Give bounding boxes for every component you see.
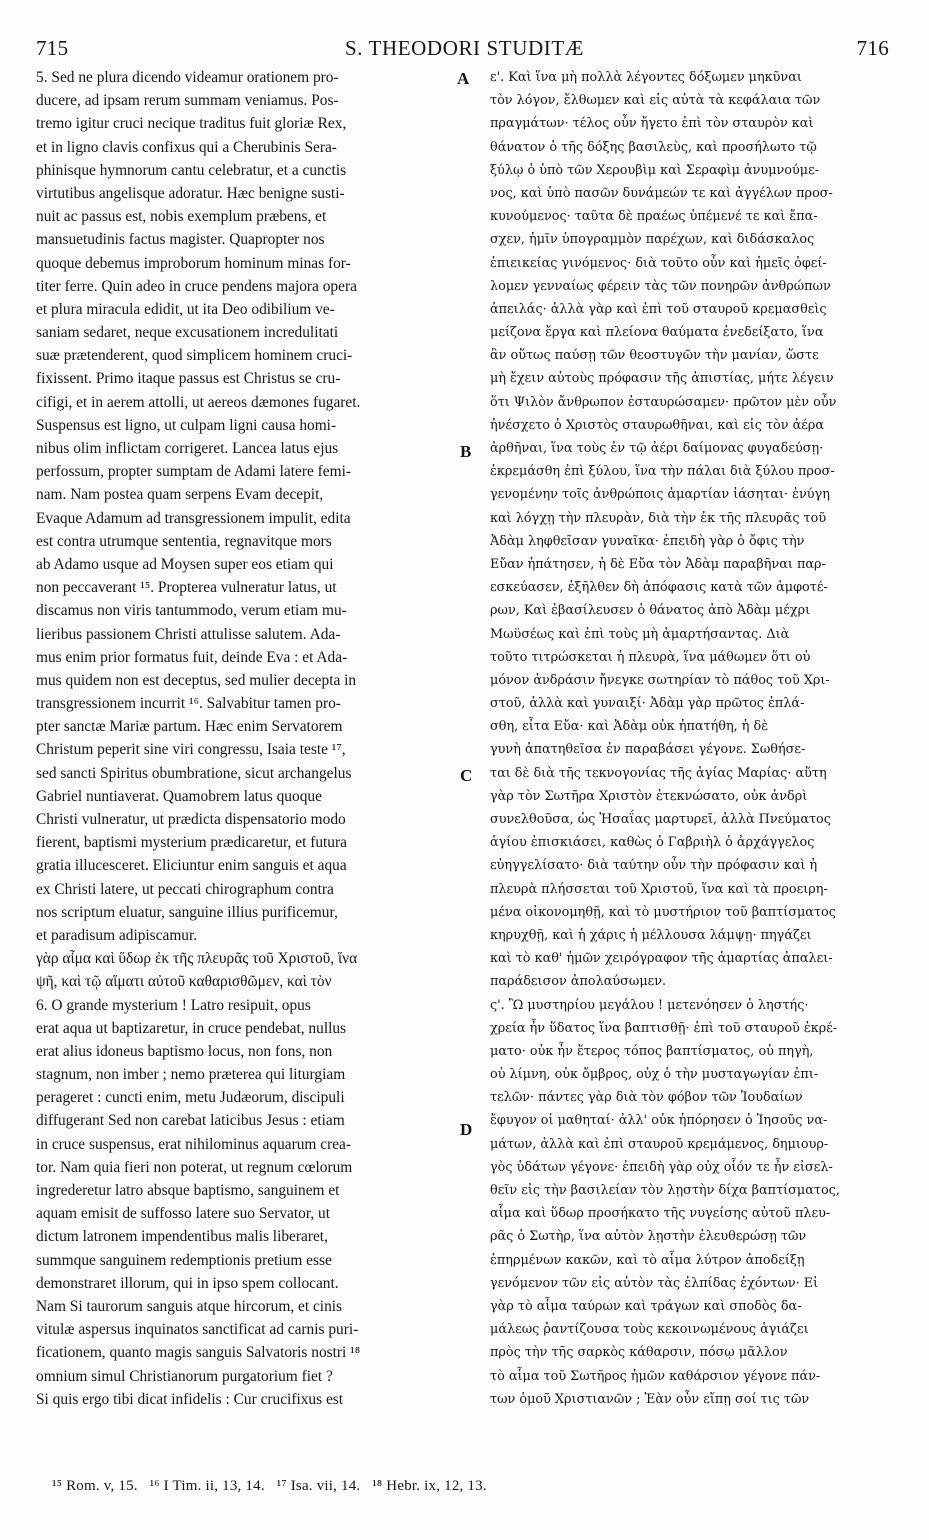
greek-text-line: ρων, Καὶ ἐβασίλευσεν ὁ θάνατος ἀπὸ Ἀδὰμ μέχρι — [490, 603, 811, 619]
latin-text-line: Christi vulneratur, ut prædicta dispensatorio modo — [36, 811, 346, 828]
greek-text-line: ται δὲ διὰ τῆς τεκνογονίας τῆς ἁγίας Μαρίας· αὕτη — [490, 765, 827, 781]
latin-text-line: in cruce suspensus, erat nihilominus aquarum crea- — [36, 1135, 351, 1153]
section-marker-d: D — [460, 1120, 473, 1139]
latin-text-line: virtutibus angelisque adoratur. Hæc benigne susti- — [36, 184, 345, 202]
greek-text-line: τοῦτο τιτρώσκεται ἡ πλευρὰ, ἵνα μάθωμεν ὅτι οὐ — [490, 649, 811, 665]
latin-text-line: 5. Sed ne plura dicendo videamur orationem pro- — [36, 69, 339, 86]
running-title: S. THEODORI STUDITÆ — [344, 36, 585, 60]
section-marker-a: A — [457, 69, 470, 88]
greek-text-line: ὅτι Ψιλὸν ἄνθρωπον ἐσταυρώσαμεν· πρῶτον μὲν οὖν — [490, 394, 837, 410]
section-marker-b: B — [460, 442, 472, 461]
greek-text-line: ς'. Ὢ μυστηρίου μεγάλου ! μετενόησεν ὁ ληστής· — [490, 997, 809, 1013]
greek-text-line: πραγμάτων· τέλος οὖν ἤγετο ἐπὶ τὸν σταυρὸν καὶ — [490, 116, 814, 132]
greek-text-line: στοῦ, ἀλλὰ καὶ γυναιξί· Ἀδὰμ γὰρ πρῶτος ἐπλά- — [490, 696, 805, 712]
latin-text-line: Nam Si taurorum sanguis atque hircorum, et cinis — [36, 1297, 343, 1315]
greek-text-line: εσκεύασεν, ἐξῆλθεν δὴ ἀπόφασις κατὰ τῶν ἀμφοτέ- — [490, 580, 828, 596]
latin-text-line: ψῆ, καὶ τῷ αἵματι αὐτοῦ καθαρισθῶμεν, καὶ τὸν — [36, 973, 332, 991]
latin-text-line: diffugerant Sed non carebat laticibus Jesus : etiam — [36, 1112, 345, 1130]
latin-text-line: vitulæ aspersus inquinatos sanctificat ad carnis puri- — [36, 1321, 359, 1339]
greek-text-line: ἐκρεμάσθη ἐπὶ ξύλου, ἵνα τὴν πάλαι διὰ ξύλου προσ- — [490, 464, 835, 480]
latin-text-line: γὰρ αἷμα καὶ ὕδωρ ἐκ τῆς πλευρᾶς τοῦ Χριστοῦ, ἵνα — [36, 950, 358, 968]
greek-column — [490, 66, 910, 1411]
latin-text-line: ex Christi latere, ut peccati chirographum contra — [36, 880, 334, 898]
latin-text-line: sed sancti Spiritus obumbratione, sicut archangelus — [36, 764, 352, 782]
greek-text-line: σχεν, ἡμῖν ὑπογραμμὸν παρέχων, καὶ διδάσκαλος — [490, 232, 815, 248]
latin-text-line: tor. Nam quia fieri non poterat, ut regnum cœlorum — [36, 1158, 353, 1176]
greek-text-line: ματο· οὐκ ἦν ἕτερος τόπος βαπτίσματος, οὐ πηγὴ, — [490, 1043, 814, 1059]
latin-text-line: Christum peperit sine viri congressu, Isaia teste ¹⁷, — [36, 741, 346, 759]
greek-text-line: χρεία ἦν ὕδατος ἵνα βαπτισθῇ· ἐπὶ τοῦ σταυροῦ ἐκρέ- — [490, 1020, 838, 1036]
greek-text-line: κηρυχθῇ, καὶ ἡ χάρις ἡ μέλλουσα λάμψῃ· πηγάζει — [490, 927, 812, 943]
greek-text-line: θεῖν εἰς τὴν βασιλείαν τὸν λῃστὴν δίχα βαπτίσματος, — [490, 1183, 840, 1198]
greek-text-line: εὐηγγελίσατο· διὰ ταύτην οὖν τὴν πρόφασιν καὶ ἡ — [490, 858, 818, 874]
greek-text-line: αἷμα καὶ ὕδωρ προσήκατο τῆς νυγείσης αὐτοῦ πλευ- — [490, 1206, 831, 1222]
latin-text-line: quoque debemus improborum hominum minas for- — [36, 254, 351, 272]
greek-text-line: ε'. Καὶ ἵνα μὴ πολλὰ λέγοντες δόξωμεν μηκῦναι — [490, 70, 802, 85]
greek-text-line: Μωϋσέως καὶ ἐπὶ τοὺς μὴ ἁμαρτήσαντας. Διὰ — [490, 626, 790, 642]
latin-text-line: saniam sedaret, neque excusationem incredulitati — [36, 324, 339, 342]
latin-text-line: et in ligno clavis confixus qui a Cherubinis Sera- — [36, 138, 337, 156]
greek-text-line: καὶ λόγχῃ τὴν πλευρὰν, διὰ τὴν ἐκ τῆς πλευρᾶς τοῦ — [490, 510, 827, 526]
greek-text-line: πλευρὰ πλήσσεται τοῦ Χριστοῦ, ἵνα καὶ τὰ προειρη- — [490, 881, 828, 897]
greek-text-line: τὸ αἷμα τοῦ Σωτῆρος ἡμῶν καθάρσιον γέγονε πάν- — [490, 1368, 821, 1384]
greek-text-line: κυνούμενος· ταῦτα δὲ πραέως ὑπέμενέ τε καὶ ἔπα- — [490, 209, 818, 225]
right-column-number: 716 — [856, 36, 889, 60]
latin-text-line: mus quidem non est deceptus, sed mulier decepta in — [36, 671, 357, 689]
greek-text-line: ἂν οὕτως παύσῃ τῶν θεοστυγῶν τὴν μανίαν, ὥστε — [490, 348, 819, 364]
latin-text-line: Evaque Adamum ad transgressionem impulit, edita — [36, 509, 351, 527]
latin-text-line: erat aqua ut baptizaretur, in cruce pendebat, nullus — [36, 1019, 347, 1037]
greek-text-line: των ὁμοῦ Χριστιανῶν ; Ἐὰν οὖν εἴπῃ σοί τις τῶν — [490, 1391, 810, 1407]
greek-text-line: μάλεως ῥαντίζουσα τοὺς κεκοινωμένους ἁγιάζει — [490, 1322, 809, 1338]
latin-text-line: fierent, baptismi mysterium prædicaretur, et futura — [36, 834, 347, 852]
greek-text-line: γὰρ τὸν Σωτῆρα Χριστὸν ἐτεκνώσατο, οὐκ ἀνδρὶ — [490, 788, 808, 804]
latin-text-line: et plura miracula edidit, ut ita Deo odibilium ve- — [36, 300, 335, 318]
greek-text-line: γενομένην τοῖς ἀνθρώποις ἁμαρτίαν ἰάσηται· ἐνύγη — [490, 487, 830, 503]
latin-text-line: ingrederetur latro absque baptismo, sanguinem et — [36, 1182, 340, 1199]
greek-text-line: νος, καὶ ὑπὸ πασῶν δυνάμεών τε καὶ ἀγγέλων προσ- — [490, 185, 833, 201]
latin-text-line: fixissent. Primo itaque passus est Christus se cru- — [36, 370, 341, 388]
greek-text-line: γυνὴ ἀπατηθεῖσα ἐν παραβάσει γέγονε. Σωθήσε- — [490, 742, 806, 758]
latin-text-line: dictum latronem impendentibus malis liberaret, — [36, 1228, 328, 1246]
section-marker-c: C — [460, 766, 473, 785]
latin-text-line: ab Adamo usque ad Moysen super eos etiam qui — [36, 555, 334, 573]
latin-text-line: perageret : cuncti enim, metu Judæorum, discipuli — [36, 1089, 345, 1107]
latin-text-line: aquam emisit de suffosso latere suo Servator, ut — [36, 1205, 331, 1223]
latin-text-line: transgressionem incurrit ¹⁶. Salvabitur tamen pro- — [36, 695, 341, 713]
latin-text-line: cifigi, et in aerem attolli, ut aereos dæmones fugaret. — [36, 393, 361, 411]
latin-text-line: summque sanguinem redemptionis pretium esse — [36, 1251, 332, 1269]
latin-text-line: discamus non viris tantummodo, verum etiam mu- — [36, 602, 347, 620]
latin-text-line: Suspensus est ligno, ut culpam ligni causa homi- — [36, 416, 337, 434]
latin-text-line: nibus olim inflictam corrigeret. Lancea latus ejus — [36, 440, 339, 457]
greek-text-line: μάτων, ἀλλὰ καὶ ἐπὶ σταυροῦ κρεμάμενος, δημιουρ- — [490, 1136, 829, 1152]
greek-text-line: μὴ ἔχειν αὐτοὺς πρόφασιν τῆς ἀπιστίας, μήτε λέγειν — [490, 371, 834, 387]
greek-text-line: γενόμενον τῶν εἰς αὐτὸν τὰς ἐλπίδας ἐχόντων· Εἰ — [490, 1275, 819, 1291]
latin-text-line: Si quis ergo tibi dicat infidelis : Cur crucifixus est — [36, 1390, 344, 1408]
latin-text-line: stagnum, non imber ; nemo præterea qui liturgiam — [36, 1066, 346, 1084]
greek-text-line: ἁγίου ἐπισκιάσει, καθὼς ὁ Γαβριὴλ ὁ ἀρχάγγελος — [490, 835, 815, 851]
latin-text-line: 6. O grande mysterium ! Latro resipuit, opus — [36, 996, 311, 1014]
latin-text-line: titer ferre. Quin adeo in cruce pendens majora opera — [36, 277, 357, 295]
greek-text-line: ρᾶς ὁ Σωτὴρ, ἵνα αὐτὸν λῃστὴν ἐλευθερώσῃ τῶν — [490, 1229, 807, 1245]
latin-text-line: et paradisum adipiscamur. — [36, 926, 198, 944]
greek-text-line: καὶ τὸ καθ' ἡμῶν χειρόγραφον τῆς ἁμαρτίας ἀπαλει- — [490, 951, 833, 967]
latin-column — [36, 66, 461, 1411]
greek-text-line: μόνον ἀνδράσιν ἤνεγκε σωτηρίαν τὸ πάθος τοῦ Χρι- — [490, 672, 830, 688]
latin-text-line: ducere, ad ipsam rerum summam veniamus. Pos- — [36, 92, 339, 110]
greek-text-line: θάνατον ὁ τῆς δόξης βασιλεὺς, καὶ προσήλωτο τῷ — [490, 139, 817, 155]
greek-text-line: λομεν γενναίως φέρειν τὰς τῶν πονηρῶν ἀνθρώπων — [490, 278, 831, 294]
greek-text-line: τελῶν· πάντες γὰρ διὰ τὸν φόβον τῶν Ἰουδαίων — [490, 1090, 803, 1106]
latin-text-line: mansuetudinis factus magister. Quapropter nos — [36, 231, 325, 249]
footnotes: ¹⁵ Rom. v, 15. ¹⁶ I Tim. ii, 13, 14. ¹⁷ Isa. vii, 14. ¹⁸ Hebr. ix, 12, 13. — [52, 1478, 487, 1494]
greek-text-line: ἐπιεικείας γινόμενος· διὰ τοῦτο οὖν καὶ ἡμεῖς ὀφεί- — [490, 255, 827, 271]
latin-text-line: perfossum, propter sumptam de Adami latere femi- — [36, 463, 351, 481]
greek-text-line: ἀρθῆναι, ἵνα τοὺς ἐν τῷ ἀέρι δαίμονας φυγαδεύσῃ· — [490, 441, 824, 456]
latin-text-line: gratia illucesceret. Eliciuntur enim sanguis et aqua — [36, 857, 347, 875]
latin-text-line: omnium simul Christianorum purgatorium fiet ? — [36, 1367, 333, 1385]
greek-text-line: ἠνέσχετο ὁ Χριστὸς σταυρωθῆναι, καὶ εἰς τὸν ἀέρα — [490, 417, 825, 433]
latin-text-line: nos scriptum eluatur, sanguine illius purificemur, — [36, 903, 338, 921]
greek-text-line: ξύλῳ ὁ ὑπὸ τῶν Χερουβὶμ καὶ Σεραφὶμ ἀνυμνούμε- — [490, 162, 820, 178]
latin-text-line: lieribus passionem Christi attulisse salutem. Ada- — [36, 625, 341, 643]
latin-text-line: nuit ac passus est, nobis exemplum præbens, et — [36, 208, 327, 226]
latin-text-line: pter sanctæ Mariæ partum. Hæc enim Servatorem — [36, 718, 343, 736]
greek-text-line: σθη, εἶτα Εὔα· καὶ Ἀδὰμ οὐκ ἠπατήθη, ἡ δὲ — [490, 719, 769, 735]
latin-text-line: non peccaverant ¹⁵. Propterea vulneratur latus, ut — [36, 579, 337, 597]
greek-text-line: μένα οἰκονομηθῇ, καὶ τὸ μυστήριον τοῦ βαπτίσματος — [490, 904, 836, 920]
greek-text-line: ἐπηρμένων κακῶν, καὶ τὸ αἷμα λύτρον ἀποδείξῃ — [490, 1252, 805, 1268]
greek-text-line: γὰρ τὸ αἷμα ταύρων καὶ τράγων καὶ σποδὸς δα- — [490, 1298, 802, 1314]
greek-text-line: γὸς ὑδάτων γέγονε· ἐπειδὴ γὰρ οὐχ οἷόν τε ἦν εἰσελ- — [490, 1159, 833, 1175]
latin-text-line: Gabriel nuntiaverat. Quamobrem latus quoque — [36, 787, 322, 805]
greek-text-line: ἀπειλάς· ἀλλὰ γὰρ καὶ ἐπὶ τοῦ σταυροῦ κρεμασθεὶς — [490, 301, 827, 317]
latin-text-line: nam. Nam postea quam serpens Evam decepit, — [36, 486, 324, 504]
latin-text-line: phinisque hymnorum cantu celebratur, et a cunctis — [36, 161, 347, 179]
greek-text-line: Εὔαν ἠπάτησεν, ἡ δὲ Εὔα τὸν Ἀδὰμ παραβῆναι παρ- — [490, 556, 826, 572]
greek-text-line: μείζονα ἔργα καὶ πλείονα θαύματα ἐνεδείξατο, ἵνα — [490, 325, 824, 341]
left-column-number: 715 — [36, 36, 69, 60]
latin-text-line: mus enim prior formatus fuit, deinde Eva : et Ada- — [36, 648, 348, 666]
greek-text-line: ἔφυγον οἱ μαθηταί· ἀλλ' οὐκ ἠπόρησεν ὁ Ἰησοῦς να- — [490, 1113, 828, 1129]
latin-text-line: suæ prætenderent, quod simplicem hominem cruci- — [36, 347, 353, 365]
latin-text-line: est contra utrumque sententia, regnavitque mors — [36, 532, 332, 550]
latin-text-line: erat alius idoneus baptismo locus, non fons, non — [36, 1042, 333, 1060]
greek-text-line: Ἀδὰμ ληφθεῖσαν γυναῖκα· ἐπειδὴ γὰρ ὁ ὄφις τὴν — [490, 533, 805, 549]
greek-text-line: παράδεισον ἀπολαύσωμεν. — [490, 974, 667, 990]
greek-text-line: οὐ λίμνη, οὐκ ὄμβρος, οὐχ ὁ τὴν μυσταγωγίαν ἐπι- — [490, 1067, 819, 1083]
greek-text-line: τὸν λόγον, ἔλθωμεν καὶ εἰς αὐτὰ τὰ κεφάλαια τῶν — [490, 93, 821, 109]
greek-text-line: πρὸς τὴν τῆς σαρκὸς κάθαρσιν, πόσῳ μᾶλλον — [490, 1345, 788, 1361]
latin-text-line: tremo igitur cruci necique traditus fuit gloriæ Rex, — [36, 115, 347, 133]
greek-text-line: συνελθοῦσα, ὡς Ἠσαΐας μαρτυρεῖ, ἀλλὰ Πνεύματος — [490, 812, 831, 827]
latin-text-line: ficationem, quanto magis sanguis Salvatoris nostri ¹⁸ — [36, 1344, 361, 1362]
latin-text-line: demonstraret illorum, qui in ipso spem collocant. — [36, 1274, 339, 1292]
